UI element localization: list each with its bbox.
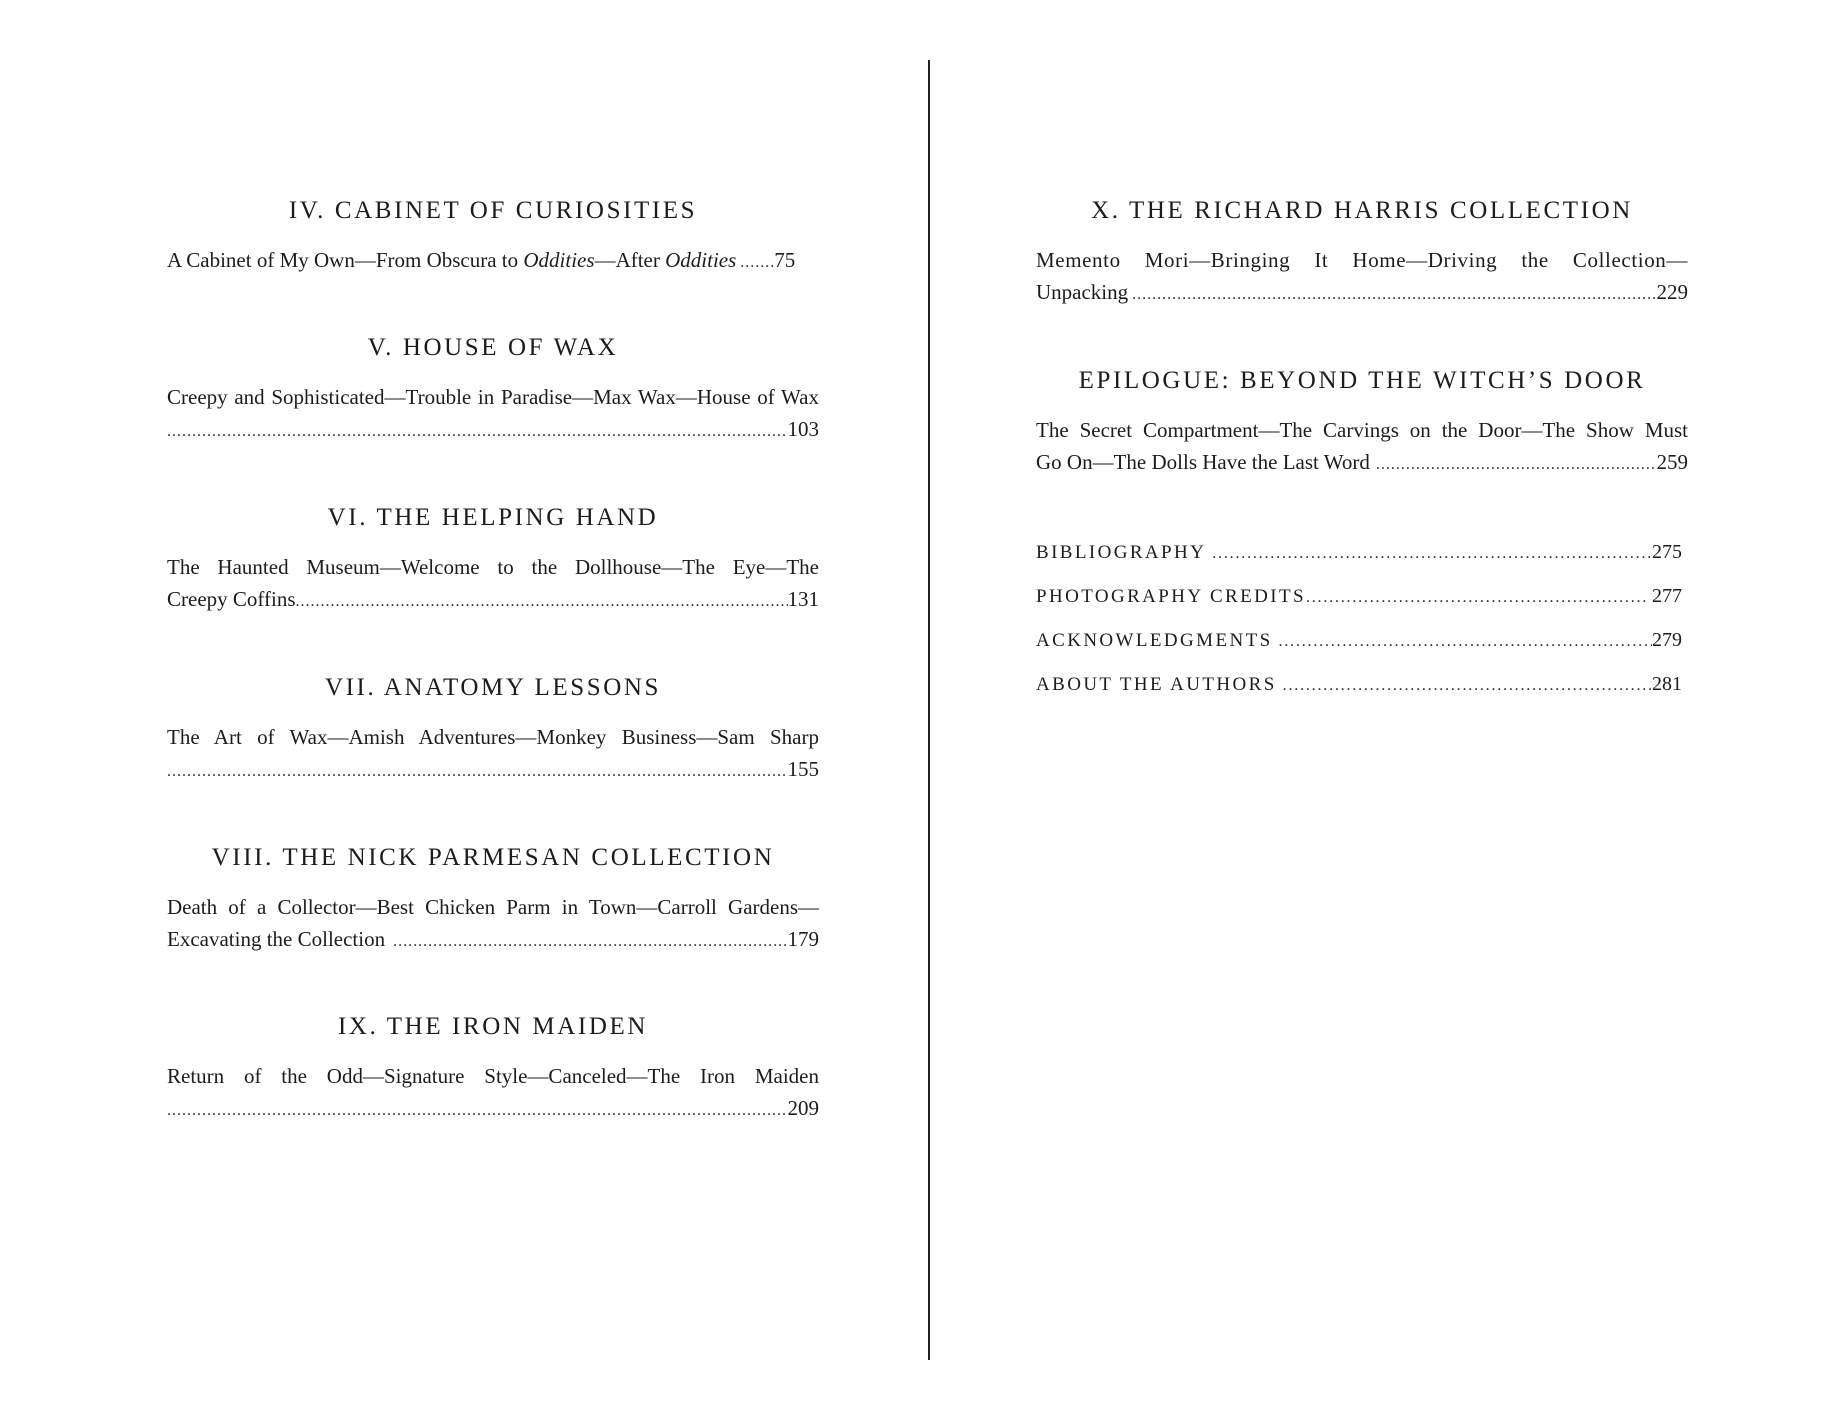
chapter-title: V. HOUSE OF WAX <box>367 334 619 361</box>
page-number: 275 <box>1652 541 1682 563</box>
page-number: 277 <box>1652 585 1682 607</box>
entry-text: Excavating the Collection <box>167 927 386 951</box>
entry-text: Creepy Coffins <box>167 587 296 611</box>
back-matter-entry[interactable] <box>1036 581 1682 613</box>
toc-entry[interactable] <box>167 381 819 448</box>
entry-text: The Art of Wax—Amish Adventures—Monkey Business—Sam Sharp <box>167 725 819 749</box>
toc-entry[interactable] <box>167 551 819 618</box>
leader-dots <box>1212 539 1652 569</box>
leader-dots <box>1132 279 1656 311</box>
entry-text: The Secret Compartment—The Carvings on the Door—The Show Must <box>1036 418 1688 442</box>
back-matter-entry[interactable] <box>1036 625 1682 657</box>
toc-section <box>167 843 819 958</box>
entry-label: ACKNOWLEDGMENTS <box>1036 630 1273 651</box>
toc-entry[interactable] <box>1036 414 1688 481</box>
entry-text: The Haunted Museum—Welcome to the Dollhouse—The Eye—The <box>167 555 819 579</box>
entry-text: A Cabinet of My Own—From Obscura to Oddities—After Oddities <box>167 248 737 272</box>
toc-entry[interactable] <box>167 1060 819 1127</box>
leader-dots <box>296 586 788 618</box>
toc-section <box>1036 196 1688 311</box>
chapter-title: X. THE RICHARD HARRIS COLLECTION <box>1091 197 1633 224</box>
leader-dots <box>1283 671 1652 701</box>
entry-label: PHOTOGRAPHY CREDITS <box>1036 586 1306 607</box>
back-matter-entry[interactable] <box>1036 537 1682 569</box>
toc-entry[interactable] <box>167 891 819 958</box>
entry-label: BIBLIOGRAPHY <box>1036 542 1207 563</box>
page-number: 131 <box>787 587 819 611</box>
entry-text: Memento Mori—Bringing It Home—Driving the Collection— <box>1036 248 1688 272</box>
leader-dots <box>1376 449 1657 481</box>
chapter-title: IV. CABINET OF CURIOSITIES <box>288 197 698 224</box>
entry-label: ABOUT THE AUTHORS <box>1036 674 1277 695</box>
page-number: 279 <box>1652 629 1682 651</box>
leader-dots <box>1306 583 1646 613</box>
leader-dots <box>1279 627 1652 657</box>
chapter-title: VI. THE HELPING HAND <box>327 504 659 531</box>
leader-dots <box>740 247 774 279</box>
spine-divider <box>928 60 930 1360</box>
toc-section <box>167 196 819 279</box>
leader-dots <box>393 926 787 958</box>
page-number: 155 <box>787 757 819 781</box>
entry-text: Creepy and Sophisticated—Trouble in Paradise—Max Wax—House of Wax <box>167 385 819 409</box>
page-number: 209 <box>787 1096 819 1120</box>
toc-section <box>167 1012 819 1127</box>
toc-section <box>1036 366 1688 481</box>
chapter-title: EPILOGUE: BEYOND THE WITCH’S DOOR <box>1078 367 1646 394</box>
toc-section <box>167 673 819 788</box>
chapter-title: IX. THE IRON MAIDEN <box>337 1013 649 1040</box>
page-number: 179 <box>787 927 819 951</box>
leader-dots <box>167 1095 788 1127</box>
page-number: 75 <box>774 248 796 272</box>
toc-entry[interactable] <box>1036 244 1688 311</box>
page-number: 229 <box>1656 280 1688 304</box>
entry-text: Return of the Odd—Signature Style—Canceled—The Iron Maiden <box>167 1064 819 1088</box>
entry-text: Go On—The Dolls Have the Last Word <box>1036 450 1370 474</box>
toc-section <box>167 333 819 448</box>
page-number: 259 <box>1656 450 1688 474</box>
entry-text: Death of a Collector—Best Chicken Parm in Town—Carroll Gardens— <box>167 895 819 919</box>
back-matter-entry[interactable] <box>1036 669 1682 701</box>
leader-dots <box>167 416 788 448</box>
chapter-title: VII. ANATOMY LESSONS <box>324 674 662 701</box>
leader-dots <box>167 756 788 788</box>
toc-entry[interactable] <box>167 244 819 279</box>
toc-section <box>167 503 819 618</box>
toc-entry[interactable] <box>167 721 819 788</box>
page-number: 103 <box>787 417 819 441</box>
page-number: 281 <box>1652 673 1682 695</box>
entry-text: Unpacking <box>1036 280 1129 304</box>
chapter-title: VIII. THE NICK PARMESAN COLLECTION <box>211 844 775 871</box>
